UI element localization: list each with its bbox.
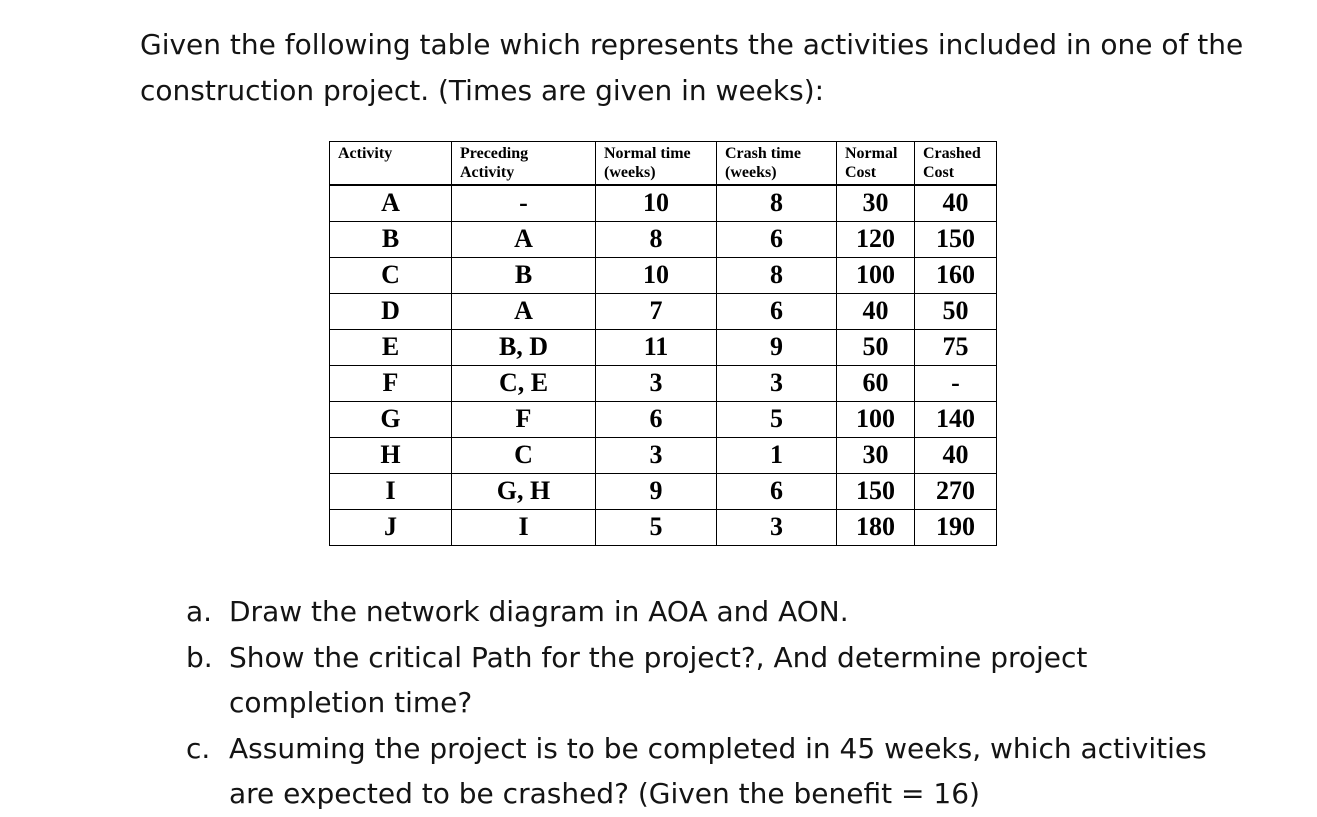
cell-activity: E <box>330 329 452 365</box>
cell-activity: I <box>330 473 452 509</box>
cell-normal-time: 6 <box>596 401 717 437</box>
cell-crash-time: 3 <box>717 509 837 545</box>
cell-preceding: - <box>452 185 596 221</box>
cell-normal-cost: 100 <box>837 401 915 437</box>
table-body <box>330 185 997 545</box>
cell-crash-time: 6 <box>717 293 837 329</box>
cell-crashed-cost: - <box>915 365 997 401</box>
cell-normal-time: 3 <box>596 365 717 401</box>
header-normal-cost-line-2: Cost <box>845 164 877 181</box>
cell-normal-time: 5 <box>596 509 717 545</box>
cell-normal-cost: 60 <box>837 365 915 401</box>
header-crash-time-line-2: (weeks) <box>725 164 777 181</box>
cell-normal-time: 3 <box>596 437 717 473</box>
cell-preceding: A <box>452 293 596 329</box>
cell-crash-time: 8 <box>717 257 837 293</box>
cell-normal-cost: 150 <box>837 473 915 509</box>
cell-crashed-cost: 40 <box>915 185 997 221</box>
cell-preceding: C <box>452 437 596 473</box>
table-row <box>330 293 997 329</box>
cell-preceding: C, E <box>452 365 596 401</box>
table-row <box>330 329 997 365</box>
cell-normal-time: 8 <box>596 221 717 257</box>
table-row <box>330 473 997 509</box>
cell-activity: A <box>330 185 452 221</box>
header-preceding-line-2: Activity <box>460 164 515 181</box>
question-marker: b. <box>186 640 213 674</box>
cell-normal-cost: 100 <box>837 257 915 293</box>
cell-crashed-cost: 75 <box>915 329 997 365</box>
cell-normal-time: 7 <box>596 293 717 329</box>
header-normal-cost-line-1: Normal <box>845 145 898 162</box>
question-marker: c. <box>186 731 211 765</box>
question-item <box>186 635 1246 726</box>
table-row <box>330 185 997 221</box>
cell-normal-time: 10 <box>596 185 717 221</box>
table-row <box>330 257 997 293</box>
header-crashed-cost-line-1: Crashed <box>923 145 981 162</box>
question-text: Assuming the project is to be completed in 45 weeks, which activities are expected to be crashed? (Given the benefit = 16) <box>229 731 1207 810</box>
cell-crash-time: 3 <box>717 365 837 401</box>
cell-activity: H <box>330 437 452 473</box>
question-item <box>186 726 1246 817</box>
header-normal-time-line-2: (weeks) <box>604 164 656 181</box>
cell-crashed-cost: 40 <box>915 437 997 473</box>
cell-normal-time: 10 <box>596 257 717 293</box>
header-normal-time <box>596 142 717 186</box>
cell-activity: J <box>330 509 452 545</box>
cell-crash-time: 8 <box>717 185 837 221</box>
cell-normal-time: 11 <box>596 329 717 365</box>
cell-crash-time: 9 <box>717 329 837 365</box>
header-preceding-activity <box>452 142 596 186</box>
cell-activity: F <box>330 365 452 401</box>
cell-preceding: A <box>452 221 596 257</box>
question-marker: a. <box>186 595 213 628</box>
cell-activity: C <box>330 257 452 293</box>
table-row <box>330 221 997 257</box>
question-list <box>186 589 1246 817</box>
header-activity <box>330 142 452 186</box>
intro-paragraph: Given the following table which represents the activities included in one of the construction project. (Times are given in weeks): <box>140 28 1244 107</box>
cell-activity: B <box>330 221 452 257</box>
cell-crash-time: 1 <box>717 437 837 473</box>
header-activity-line: Activity <box>338 145 393 162</box>
cell-preceding: I <box>452 509 596 545</box>
cell-crashed-cost: 270 <box>915 473 997 509</box>
table-header <box>330 142 997 186</box>
table-row <box>330 365 997 401</box>
header-crashed-cost-line-2: Cost <box>923 164 955 181</box>
question-text: Show the critical Path for the project?, And determine project completion time? <box>229 640 1088 719</box>
cell-preceding: B, D <box>452 329 596 365</box>
activity-table <box>329 141 997 546</box>
cell-activity: G <box>330 401 452 437</box>
cell-normal-cost: 30 <box>837 185 915 221</box>
cell-activity: D <box>330 293 452 329</box>
cell-crashed-cost: 140 <box>915 401 997 437</box>
cell-normal-cost: 180 <box>837 509 915 545</box>
table-row <box>330 509 997 545</box>
cell-normal-cost: 40 <box>837 293 915 329</box>
cell-crashed-cost: 50 <box>915 293 997 329</box>
cell-crashed-cost: 150 <box>915 221 997 257</box>
header-preceding-line-1: Preceding <box>460 145 529 162</box>
header-crash-time <box>717 142 837 186</box>
header-normal-time-line-1: Normal time <box>604 145 691 162</box>
cell-crash-time: 6 <box>717 473 837 509</box>
cell-preceding: F <box>452 401 596 437</box>
cell-normal-cost: 120 <box>837 221 915 257</box>
cell-normal-cost: 30 <box>837 437 915 473</box>
header-crash-time-line-1: Crash time <box>725 145 801 162</box>
cell-preceding: G, H <box>452 473 596 509</box>
cell-normal-cost: 50 <box>837 329 915 365</box>
header-normal-cost <box>837 142 915 186</box>
cell-crashed-cost: 160 <box>915 257 997 293</box>
table-header-row <box>330 142 997 186</box>
cell-crash-time: 5 <box>717 401 837 437</box>
table-row <box>330 437 997 473</box>
cell-crashed-cost: 190 <box>915 509 997 545</box>
table-row <box>330 401 997 437</box>
cell-preceding: B <box>452 257 596 293</box>
cell-crash-time: 6 <box>717 221 837 257</box>
question-text: Draw the network diagram in AOA and AON. <box>229 595 849 628</box>
cell-normal-time: 9 <box>596 473 717 509</box>
header-crashed-cost <box>915 142 997 186</box>
question-item <box>186 589 1246 635</box>
